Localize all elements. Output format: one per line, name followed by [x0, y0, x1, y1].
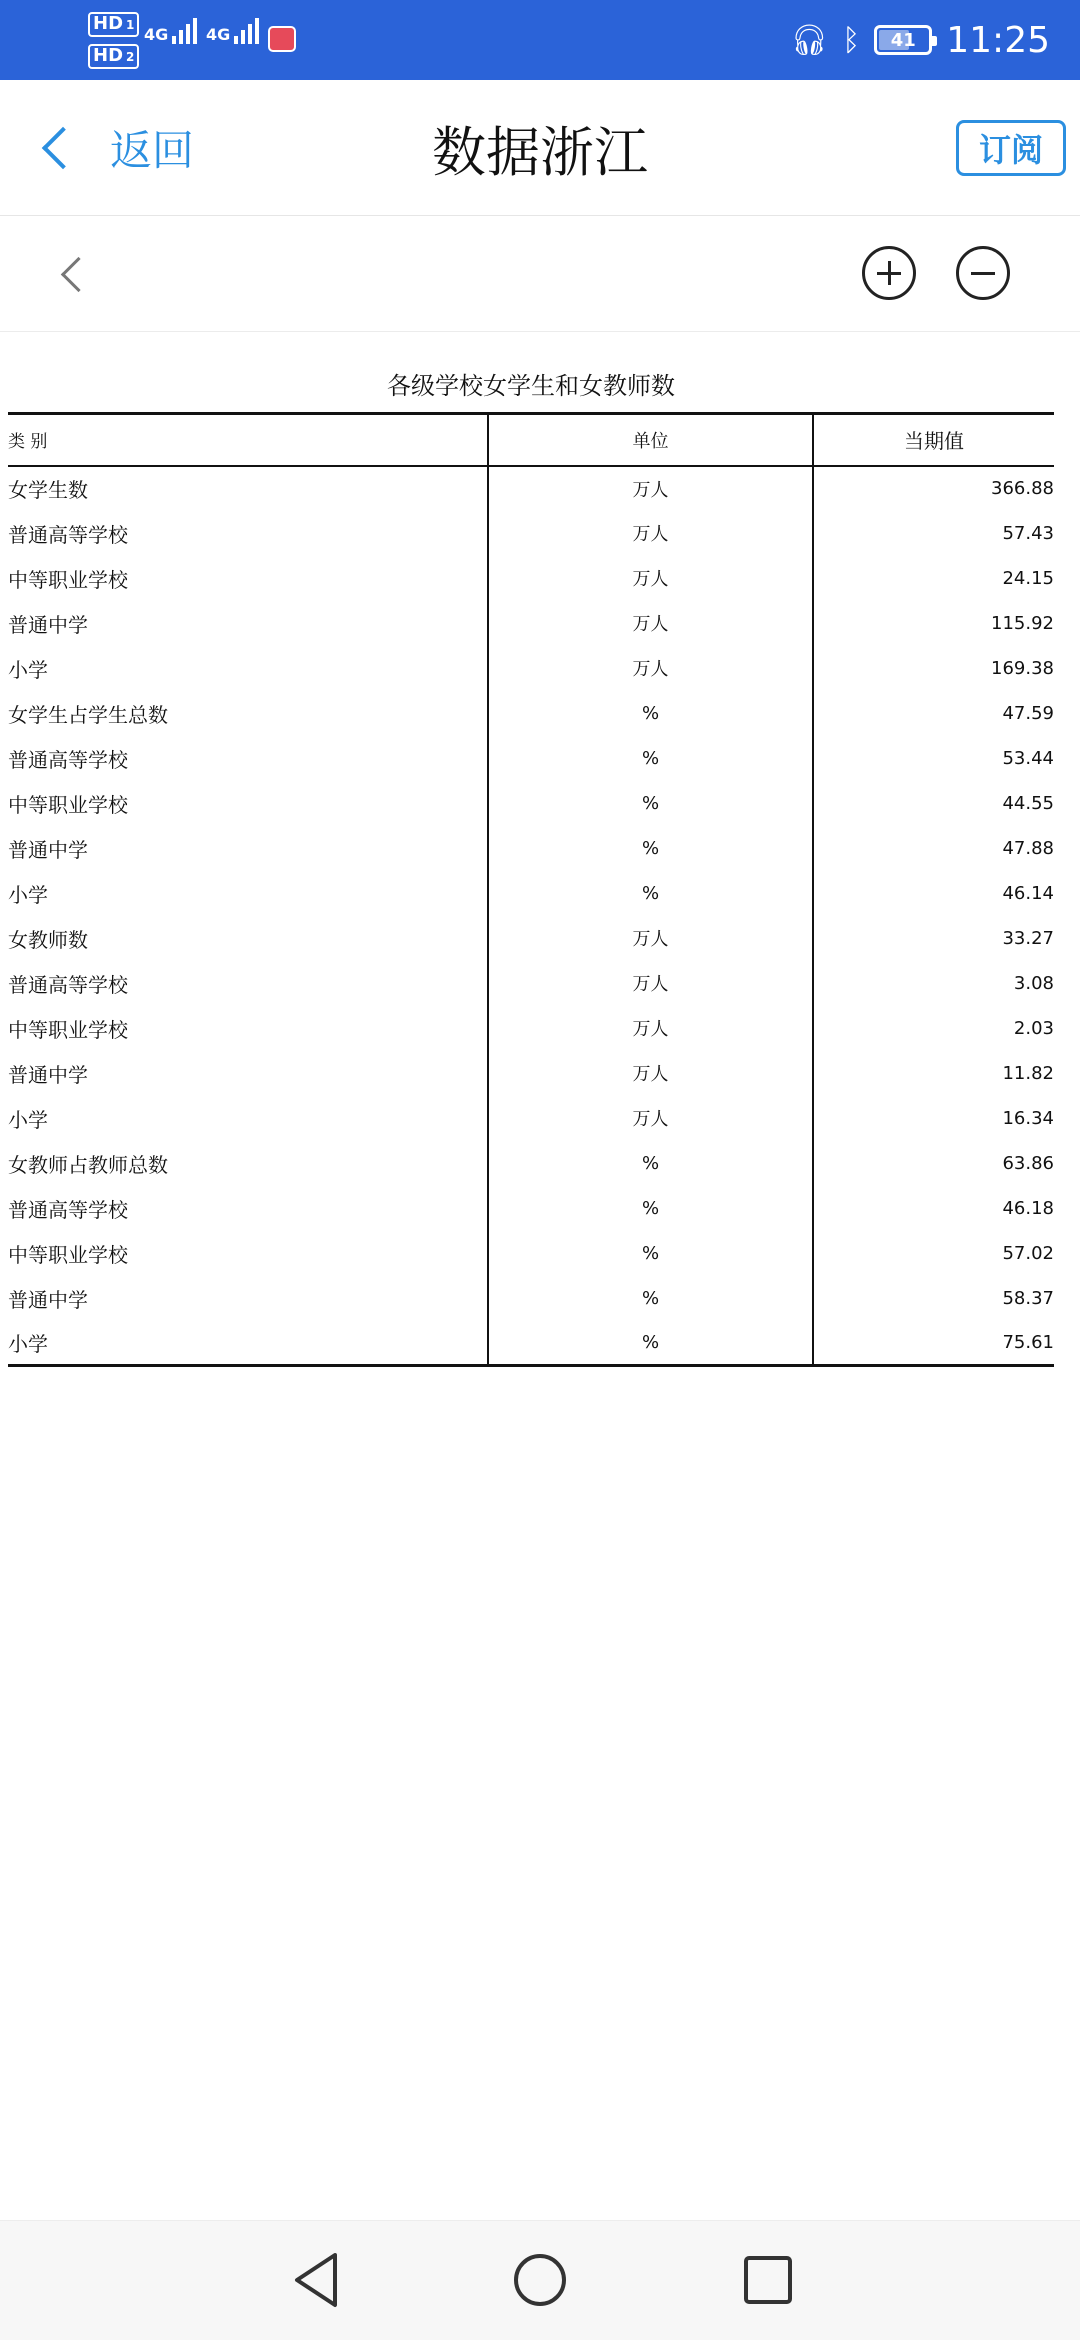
table-body — [8, 466, 1054, 1366]
viewer-toolbar — [0, 216, 1080, 332]
row-value: 58.37 — [1002, 1287, 1054, 1309]
row-value: 24.15 — [1002, 567, 1054, 589]
data-table — [8, 412, 1054, 1367]
chevron-left-icon[interactable] — [56, 256, 92, 292]
row-unit: % — [488, 1321, 813, 1366]
row-value: 63.86 — [1002, 1152, 1054, 1174]
nav-header — [0, 80, 1080, 216]
row-category: 女教师数 — [8, 916, 488, 961]
table-row — [8, 1276, 1054, 1321]
status-bar — [0, 0, 1080, 80]
table-row — [8, 1141, 1054, 1186]
table-row — [8, 871, 1054, 916]
row-value: 47.59 — [1002, 702, 1054, 724]
table-row — [8, 916, 1054, 961]
header-value: 当期值 — [813, 414, 1054, 466]
row-unit: 万人 — [488, 1006, 813, 1051]
row-category: 中等职业学校 — [8, 1231, 488, 1276]
row-value: 11.82 — [1002, 1062, 1054, 1084]
row-unit: % — [488, 691, 813, 736]
hd2-label: HD — [93, 45, 124, 66]
page-title: 数据浙江 — [432, 121, 648, 184]
hd2-indicator — [88, 44, 139, 69]
row-category: 小学 — [8, 1321, 488, 1366]
row-category: 普通高等学校 — [8, 511, 488, 556]
row-category: 普通中学 — [8, 826, 488, 871]
row-category: 普通中学 — [8, 601, 488, 646]
table-row — [8, 1051, 1054, 1096]
row-category: 中等职业学校 — [8, 556, 488, 601]
row-category: 普通高等学校 — [8, 961, 488, 1006]
row-value: 3.08 — [1013, 972, 1054, 994]
net2-label: 4G — [206, 25, 231, 44]
row-value: 2.03 — [1013, 1017, 1054, 1039]
row-category: 小学 — [8, 871, 488, 916]
row-unit: % — [488, 781, 813, 826]
signal-1-icon — [144, 18, 200, 44]
table-header-row — [8, 414, 1054, 466]
header-unit: 单位 — [488, 414, 813, 466]
row-value: 47.88 — [1002, 837, 1054, 859]
table-row — [8, 691, 1054, 736]
table-row — [8, 601, 1054, 646]
status-right — [790, 0, 1050, 80]
minus-icon — [971, 272, 995, 275]
row-unit: % — [488, 1231, 813, 1276]
header-category: 类 别 — [8, 414, 488, 466]
table-title: 各级学校女学生和女教师数 — [387, 372, 675, 400]
row-unit: 万人 — [488, 646, 813, 691]
status-time: 11:25 — [946, 19, 1050, 61]
row-value: 75.61 — [813, 1321, 1054, 1366]
hd1-sub: 1 — [126, 18, 135, 32]
row-category: 女学生占学生总数 — [8, 691, 488, 736]
system-nav-bar — [0, 2220, 1080, 2340]
table-row — [8, 1006, 1054, 1051]
battery-icon — [874, 25, 932, 55]
table-row — [8, 736, 1054, 781]
row-value: 53.44 — [1002, 747, 1054, 769]
row-category: 中等职业学校 — [8, 781, 488, 826]
circle-home-icon — [505, 2245, 575, 2315]
headphones-icon: 🎧︎ — [790, 22, 829, 58]
row-unit: % — [488, 1186, 813, 1231]
table-row — [8, 511, 1054, 556]
row-value: 44.55 — [1002, 792, 1054, 814]
table-row — [8, 1096, 1054, 1141]
row-unit: % — [488, 1276, 813, 1321]
row-unit: 万人 — [488, 1096, 813, 1141]
hd1-indicator — [88, 12, 139, 37]
zoom-in-button[interactable] — [862, 246, 916, 300]
back-label: 返回 — [110, 126, 195, 175]
table-row — [8, 466, 1054, 511]
row-unit: 万人 — [488, 466, 813, 511]
signal-2-icon — [206, 18, 262, 44]
row-value: 115.92 — [991, 612, 1054, 634]
row-value: 46.14 — [1002, 882, 1054, 904]
row-category: 中等职业学校 — [8, 1006, 488, 1051]
table-row — [8, 556, 1054, 601]
bluetooth-icon: ᛒ — [842, 22, 861, 58]
triangle-back-icon — [283, 2245, 353, 2315]
battery-level: 41 — [890, 29, 916, 51]
hd1-label: HD — [93, 13, 124, 34]
row-unit: 万人 — [488, 556, 813, 601]
row-unit: % — [488, 871, 813, 916]
plus-icon-vertical — [888, 261, 891, 285]
reader-app-icon — [268, 26, 296, 52]
hd2-sub: 2 — [126, 50, 135, 64]
table-row — [8, 1321, 1054, 1366]
row-category: 普通高等学校 — [8, 1186, 488, 1231]
row-unit: 万人 — [488, 961, 813, 1006]
row-value: 169.38 — [991, 657, 1054, 679]
row-category: 小学 — [8, 1096, 488, 1141]
row-unit: % — [488, 826, 813, 871]
row-category: 普通高等学校 — [8, 736, 488, 781]
row-value: 16.34 — [1002, 1107, 1054, 1129]
row-category: 女教师占教师总数 — [8, 1141, 488, 1186]
row-unit: 万人 — [488, 1051, 813, 1096]
row-value: 57.43 — [1002, 522, 1054, 544]
subscribe-button[interactable]: 订阅 — [956, 120, 1066, 176]
table-row — [8, 961, 1054, 1006]
square-recents-icon — [733, 2245, 803, 2315]
row-unit: 万人 — [488, 601, 813, 646]
row-category: 女学生数 — [8, 466, 488, 511]
table-row — [8, 826, 1054, 871]
row-value: 33.27 — [1002, 927, 1054, 949]
row-value: 46.18 — [1002, 1197, 1054, 1219]
row-category: 普通中学 — [8, 1276, 488, 1321]
row-value: 57.02 — [1002, 1242, 1054, 1264]
row-unit: % — [488, 736, 813, 781]
row-unit: % — [488, 1141, 813, 1186]
row-unit: 万人 — [488, 916, 813, 961]
row-category: 小学 — [8, 646, 488, 691]
system-back-button[interactable] — [283, 2245, 353, 2315]
table-row — [8, 646, 1054, 691]
table-row — [8, 781, 1054, 826]
system-home-button[interactable] — [505, 2245, 575, 2315]
table-row — [8, 1186, 1054, 1231]
table-row — [8, 1231, 1054, 1276]
net1-label: 4G — [144, 25, 169, 44]
row-category: 普通中学 — [8, 1051, 488, 1096]
row-unit: 万人 — [488, 511, 813, 556]
row-value: 366.88 — [991, 478, 1054, 499]
zoom-out-button[interactable] — [956, 246, 1010, 300]
system-recents-button[interactable] — [733, 2245, 803, 2315]
